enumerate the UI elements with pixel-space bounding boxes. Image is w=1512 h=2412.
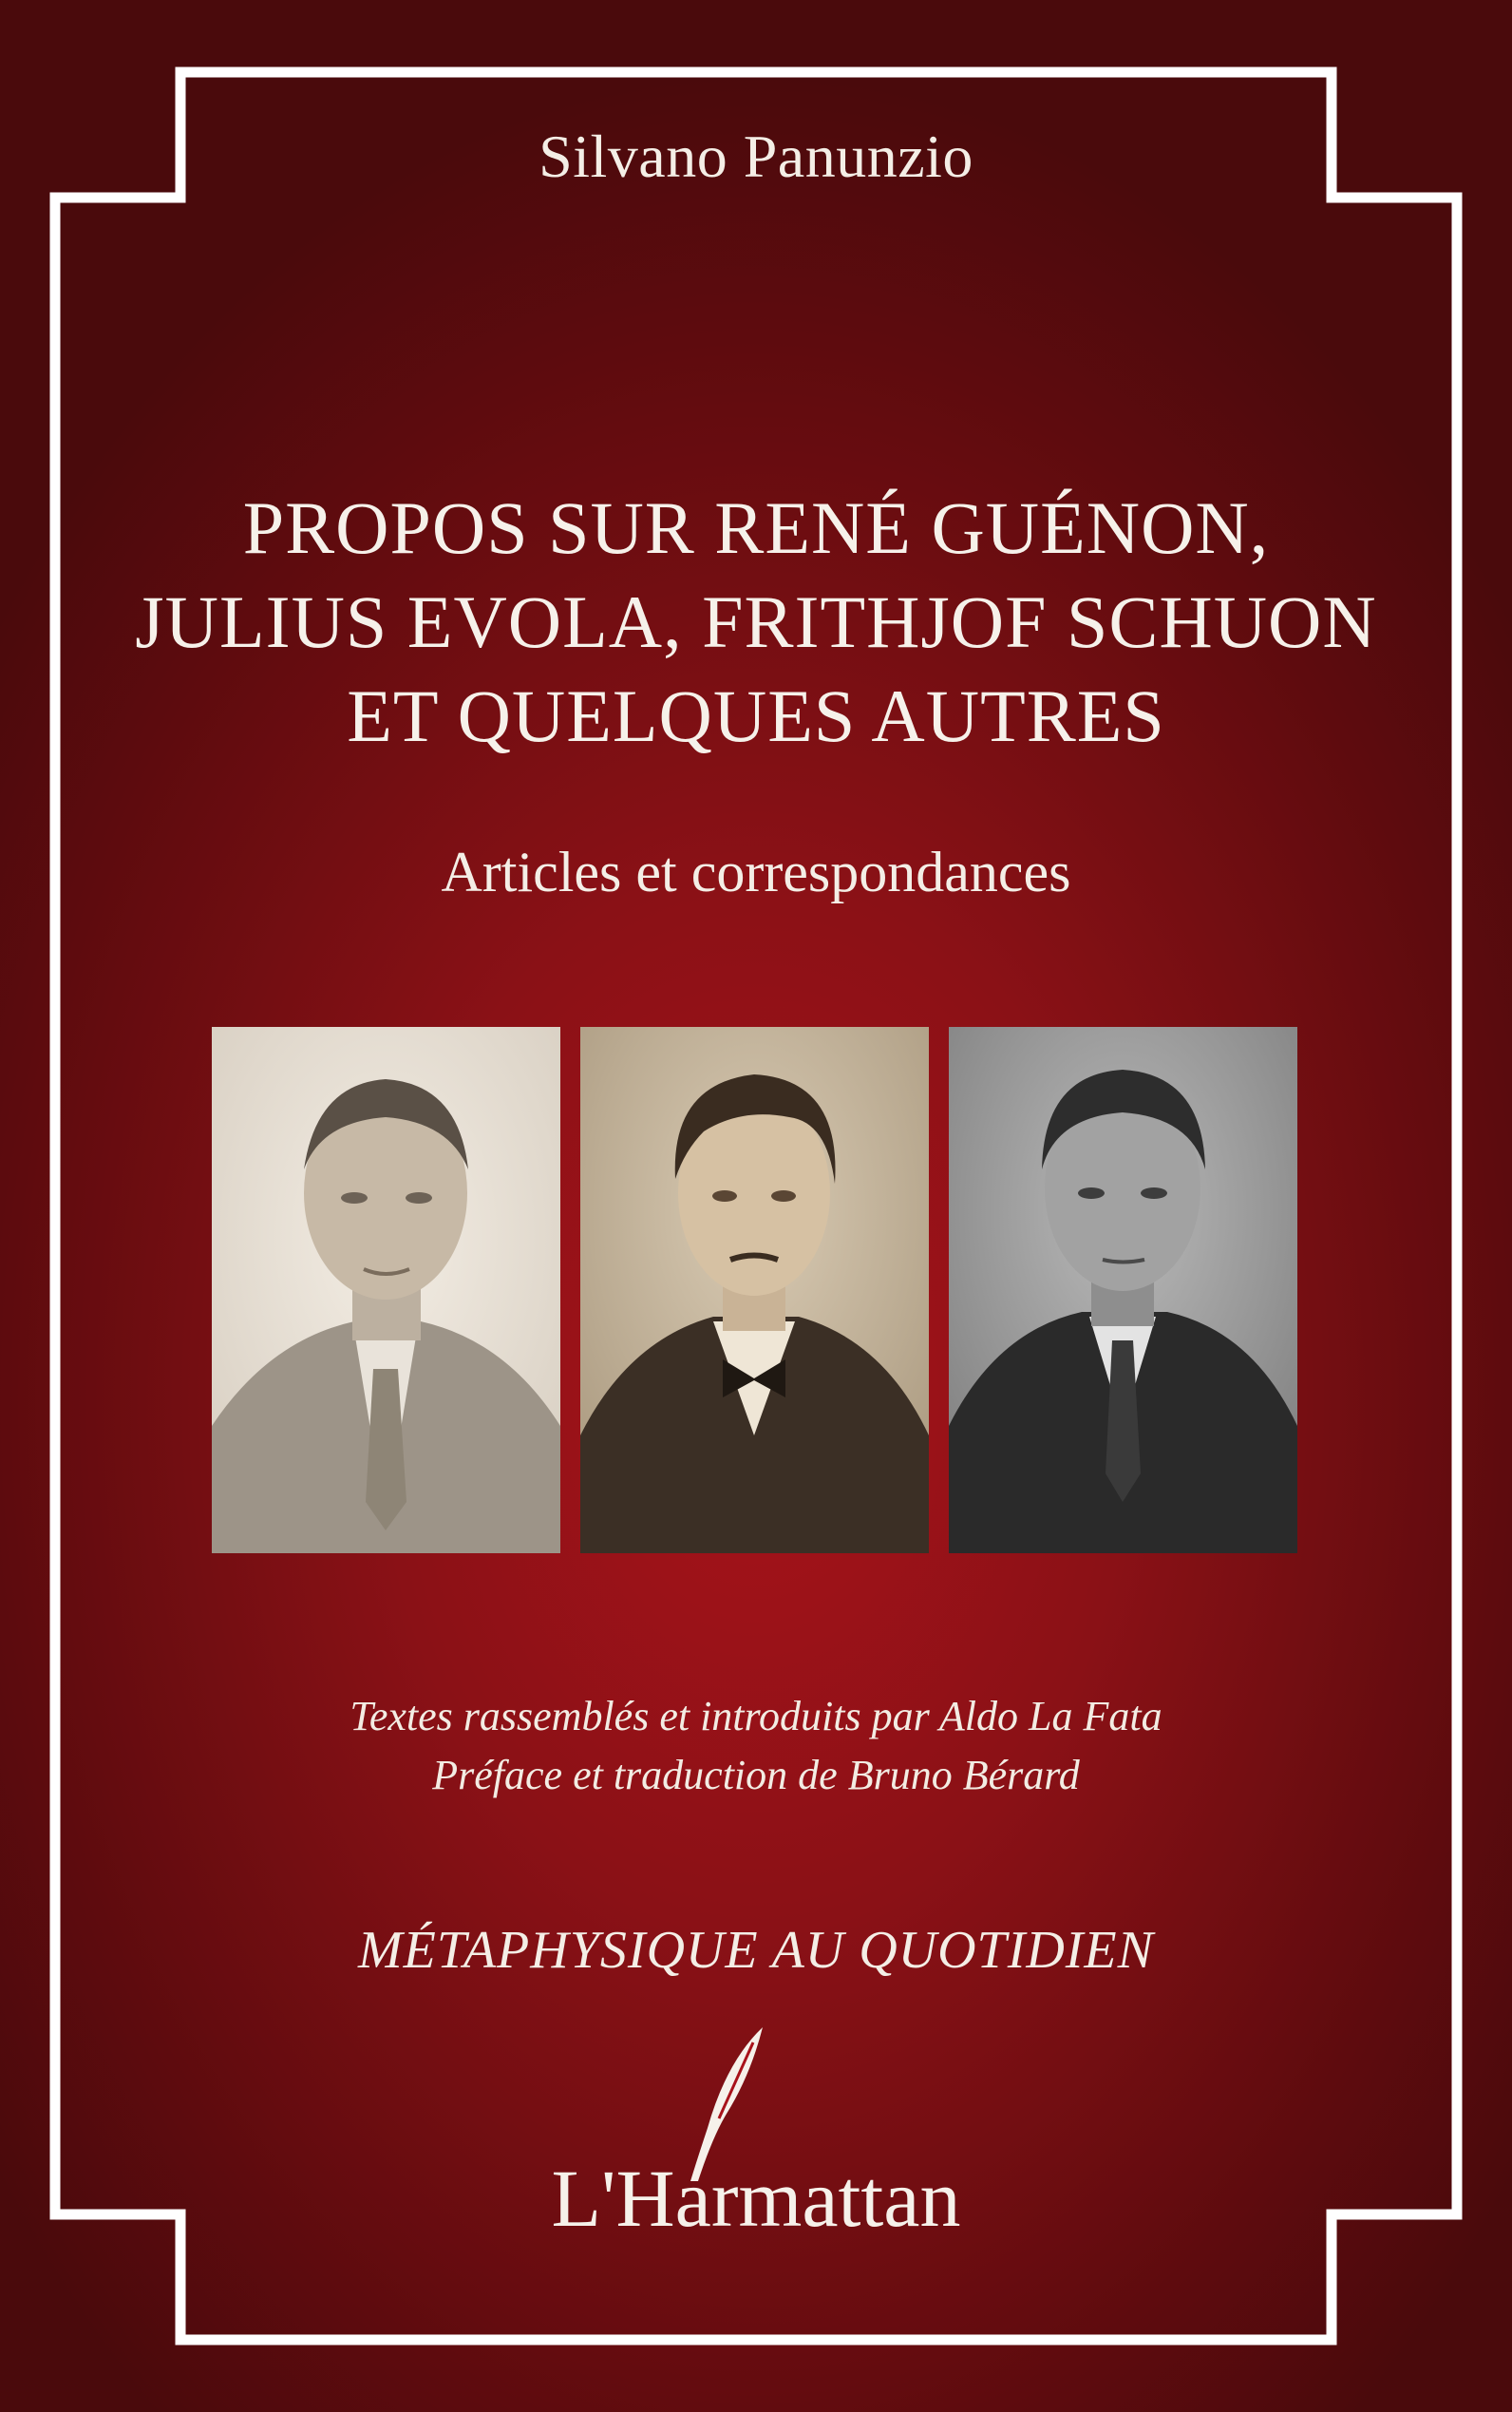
publisher-logo: L'Harmattan bbox=[551, 2153, 961, 2244]
portrait-photo-2 bbox=[580, 1027, 929, 1553]
portrait-photo-icon bbox=[212, 1027, 560, 1553]
portrait-photo-icon bbox=[949, 1027, 1297, 1553]
title-line: ET QUELQUES AUTRES bbox=[347, 674, 1165, 757]
title-line: PROPOS SUR RENÉ GUÉNON, bbox=[242, 486, 1270, 569]
author-name: Silvano Panunzio bbox=[539, 123, 973, 190]
book-subtitle: Articles et correspondances bbox=[441, 841, 1071, 903]
portrait-photo-1 bbox=[212, 1027, 560, 1553]
credits bbox=[0, 1687, 1512, 1805]
series-name: MÉTAPHYSIQUE AU QUOTIDIEN bbox=[358, 1921, 1154, 1980]
title-line: JULIUS EVOLA, FRITHJOF SCHUON bbox=[135, 580, 1377, 663]
portrait-strip bbox=[212, 1027, 1297, 1553]
portrait-photo-icon bbox=[580, 1027, 929, 1553]
credits-line: Textes rassemblés et introduits par Aldo La Fata bbox=[350, 1693, 1162, 1739]
credits-line: Préface et traduction de Bruno Bérard bbox=[432, 1752, 1080, 1798]
book-title bbox=[0, 481, 1512, 763]
portrait-photo-3 bbox=[949, 1027, 1297, 1553]
